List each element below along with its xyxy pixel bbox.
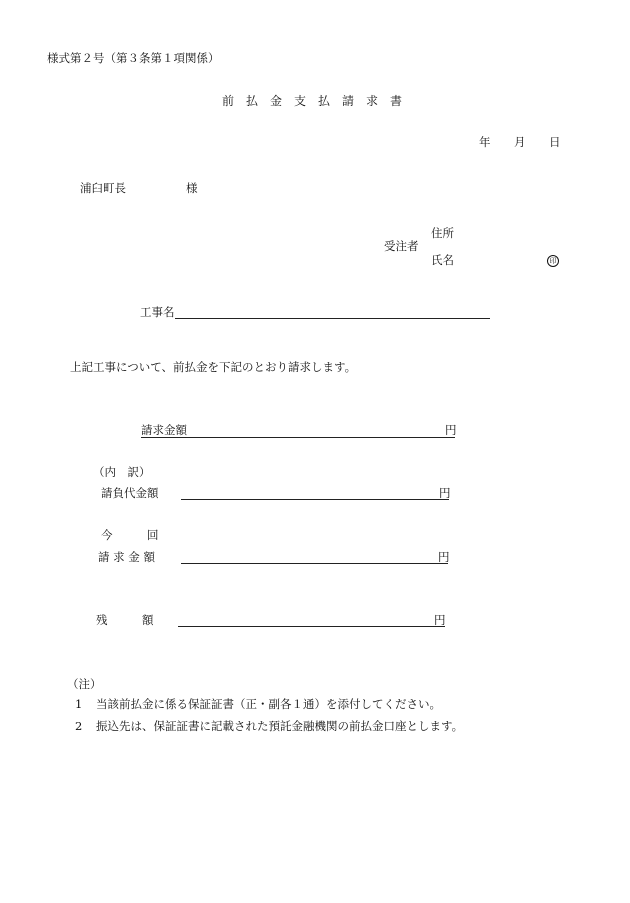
- note-text-1: 当該前払金に係る保証証書（正・副各１通）を添付してください。: [96, 697, 441, 711]
- seal-mark: 印: [547, 255, 559, 267]
- date-month-label: 月: [514, 135, 526, 149]
- date-day-label: 日: [549, 135, 561, 149]
- address-label: 住所: [431, 226, 454, 240]
- contract-amount-label: 請負代金額: [101, 486, 159, 500]
- contract-amount-line: [181, 499, 449, 500]
- current-amount-unit: 円: [438, 550, 450, 564]
- contract-amount-unit: 円: [439, 486, 451, 500]
- balance-label: 残 額: [96, 613, 154, 627]
- request-amount-unit: 円: [445, 423, 457, 437]
- breakdown-heading: （内 訳）: [93, 465, 151, 479]
- contractor-label: 受注者: [384, 239, 419, 253]
- balance-line: [178, 626, 445, 627]
- name-label: 氏名: [431, 253, 454, 267]
- note-text-2: 振込先は、保証証書に記載された預託金融機関の前払金口座とします。: [96, 719, 464, 733]
- request-amount-line: [141, 437, 455, 438]
- construction-name-label: 工事名: [140, 305, 175, 319]
- addressee-name: 浦臼町長: [80, 181, 126, 195]
- request-amount-label: 請求金額: [141, 423, 187, 437]
- note-number-1: 1: [75, 697, 83, 711]
- construction-name-line: [175, 318, 490, 319]
- addressee-honorific: 様: [186, 181, 198, 195]
- notes-heading: （注）: [67, 677, 102, 691]
- form-number: 様式第２号（第３条第１項関係）: [47, 51, 220, 65]
- current-amount-line: [181, 563, 448, 564]
- date-year-label: 年: [479, 135, 491, 149]
- request-statement: 上記工事について、前払金を下記のとおり請求します。: [70, 360, 357, 374]
- note-number-2: 2: [75, 719, 83, 733]
- balance-unit: 円: [434, 613, 446, 627]
- current-label-bottom: 請 求 金 額: [98, 550, 155, 564]
- current-label-top: 今 回: [101, 528, 159, 542]
- page-title: 前 払 金 支 払 請 求 書: [222, 94, 403, 108]
